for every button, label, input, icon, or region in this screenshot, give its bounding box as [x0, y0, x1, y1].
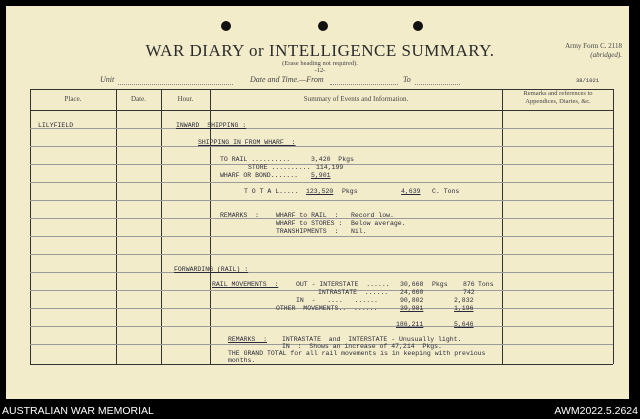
in-pkgs: 90,802 — [400, 297, 424, 304]
col-divider — [210, 89, 211, 364]
total-tons-unit: C. Tons — [432, 188, 460, 195]
rail-remark-line: INTRASTATE and INTERSTATE - Unusually light. — [282, 336, 462, 343]
store-value: 114,199 — [316, 164, 344, 171]
col-header-summary: Summary of Events and Information. — [303, 95, 409, 103]
remark-wharf-rail: WHARF to RAIL : — [276, 212, 339, 219]
header-divider — [30, 110, 613, 111]
in-label: IN - .... ...... — [296, 297, 378, 304]
rail-remark-line: IN : Shows an increase of 47,214 Pkgs. — [282, 343, 442, 350]
out-interstate-tons: 876 — [463, 281, 475, 288]
page-number: -12- — [314, 67, 326, 74]
date-dotline — [330, 84, 398, 85]
store-label: STORE .......... — [248, 164, 311, 171]
col-divider — [116, 89, 117, 364]
remark-wharf-stores: WHARF to STORES : — [276, 220, 343, 227]
to-label: To — [403, 75, 411, 84]
shipping-from-wharf-heading: SHIPPING IN FROM WHARF : — [198, 139, 296, 146]
rail-sum-pkgs: 186,211 — [396, 321, 424, 328]
remarks-label: REMARKS : — [220, 212, 260, 219]
unit-dotline — [118, 84, 233, 85]
ruled-line — [30, 272, 613, 273]
col-divider — [161, 89, 162, 364]
ruled-line — [30, 182, 613, 183]
col-header-remarks: Remarks and references to Appendices, Diaries, &c. — [523, 90, 593, 105]
col-divider — [30, 89, 31, 364]
ruled-line — [30, 236, 613, 237]
inward-shipping-heading: INWARD SHIPPING : — [176, 122, 247, 129]
remark-wharf-rail-note: Record low. — [351, 212, 394, 219]
army-form-abridged: (abridged). — [590, 51, 622, 59]
col-header-place: Place. — [64, 95, 82, 103]
to-dotline — [415, 84, 460, 85]
wharf-bond-value: 5,901 — [311, 172, 331, 179]
army-form-line: Army Form C. 2118 — [565, 42, 622, 50]
place-entry: LILYFIELD — [38, 122, 74, 129]
form-code: 38/1021 — [576, 77, 600, 84]
pkgs-unit: Pkgs — [432, 281, 448, 288]
col-header-hour: Hour. — [177, 95, 194, 103]
intrastate-tons: 742 — [463, 289, 475, 296]
punch-hole — [221, 21, 231, 31]
remark-transhipments: TRANSHIPMENTS : — [276, 228, 339, 235]
archive-reference: AWM2022.5.2624 — [554, 405, 638, 417]
total-value: 123,520 — [306, 188, 334, 195]
ruled-line — [30, 128, 613, 129]
date-time-label: Date and Time.—From — [250, 75, 324, 84]
tons-unit: Tons — [478, 281, 494, 288]
army-form-number — [565, 42, 622, 60]
form-subtitle: (Erase heading not required). — [282, 60, 358, 67]
out-interstate-pkgs: 30,668 — [400, 281, 424, 288]
col-divider — [613, 89, 614, 364]
other-pkgs: 39,981 — [400, 305, 424, 312]
other-movements-label: OTHER MOVEMENTS.. ...... — [276, 305, 378, 312]
unit-label: Unit — [100, 75, 115, 84]
total-tons: 4,639 — [401, 188, 421, 195]
rail-remark-line: months. — [228, 357, 256, 364]
ruled-line — [30, 254, 613, 255]
col-header-date: Date. — [131, 95, 146, 103]
table-bottom-border — [30, 364, 613, 365]
col-divider — [502, 89, 503, 364]
ruled-line — [30, 146, 613, 147]
remark-transhipments-note: Nil. — [351, 228, 367, 235]
total-label: T O T A L..... — [244, 188, 299, 195]
wharf-bond-label: WHARF OR BOND....... — [220, 172, 299, 179]
ruled-line — [30, 326, 613, 327]
form-title: WAR DIARY or INTELLIGENCE SUMMARY. — [145, 41, 495, 60]
total-unit: Pkgs — [342, 188, 358, 195]
rail-remarks-label: REMARKS : — [228, 336, 268, 343]
to-rail-label: TO RAIL .......... — [220, 156, 291, 163]
remark-wharf-stores-note: Below average. — [351, 220, 406, 227]
punch-hole — [413, 21, 423, 31]
ruled-line — [30, 200, 613, 201]
archive-name: AUSTRALIAN WAR MEMORIAL — [2, 405, 154, 417]
intrastate-pkgs: 24,660 — [400, 289, 424, 296]
intrastate-label: INTRASTATE ...... — [318, 289, 389, 296]
other-tons: 1,196 — [454, 305, 474, 312]
rail-sum-tons: 5,646 — [454, 321, 474, 328]
rail-movements-label: RAIL MOVEMENTS : — [212, 281, 279, 288]
rail-remark-line: THE GRAND TOTAL for all rail movements is in keeping with previous — [228, 350, 486, 357]
in-tons: 2,832 — [454, 297, 474, 304]
to-rail-value: 3,420 Pkgs — [311, 156, 354, 163]
punch-hole — [318, 21, 328, 31]
out-interstate-label: OUT - INTERSTATE ...... — [296, 281, 390, 288]
forwarding-heading: FORWARDING (RAIL) : — [174, 266, 249, 273]
